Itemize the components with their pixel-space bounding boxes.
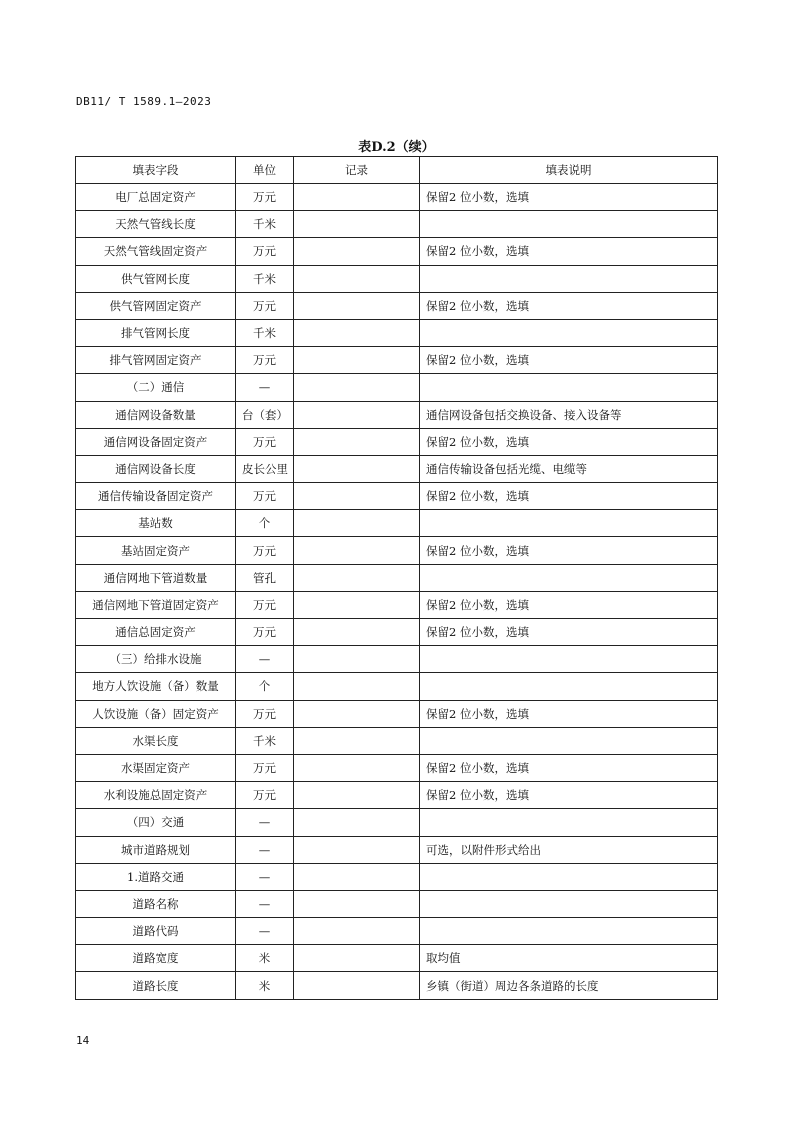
table-row	[76, 945, 718, 972]
table-body	[76, 184, 718, 1000]
table-row	[76, 673, 718, 700]
field-cell: 城市道路规划	[76, 836, 236, 863]
column-header-field: 填表字段	[76, 157, 236, 184]
record-cell	[294, 292, 420, 319]
field-cell: 道路长度	[76, 972, 236, 999]
note-cell: 保留2 位小数，选填	[420, 292, 718, 319]
note-cell	[420, 863, 718, 890]
unit-cell: 万元	[236, 184, 294, 211]
table-row	[76, 455, 718, 482]
table-row	[76, 809, 718, 836]
table-row	[76, 184, 718, 211]
field-cell: （二）通信	[76, 374, 236, 401]
note-cell	[420, 564, 718, 591]
record-cell	[294, 646, 420, 673]
record-cell	[294, 673, 420, 700]
table-row	[76, 646, 718, 673]
field-cell: 通信总固定资产	[76, 619, 236, 646]
unit-cell: —	[236, 863, 294, 890]
unit-cell: —	[236, 374, 294, 401]
record-cell	[294, 564, 420, 591]
table-row	[76, 564, 718, 591]
record-cell	[294, 510, 420, 537]
data-field-table	[75, 156, 718, 1000]
field-cell: 水利设施总固定资产	[76, 782, 236, 809]
field-cell: 道路名称	[76, 890, 236, 917]
note-cell: 通信网设备包括交换设备、接入设备等	[420, 401, 718, 428]
note-cell: 保留2 位小数，选填	[420, 754, 718, 781]
field-cell: 1.道路交通	[76, 863, 236, 890]
note-cell: 保留2 位小数，选填	[420, 184, 718, 211]
note-cell	[420, 727, 718, 754]
unit-cell: 皮长公里	[236, 455, 294, 482]
record-cell	[294, 754, 420, 781]
record-cell	[294, 211, 420, 238]
table-row	[76, 292, 718, 319]
table-row	[76, 347, 718, 374]
field-cell: 供气管网长度	[76, 265, 236, 292]
unit-cell: 千米	[236, 211, 294, 238]
record-cell	[294, 836, 420, 863]
unit-cell: 万元	[236, 347, 294, 374]
record-cell	[294, 945, 420, 972]
field-cell: 通信网地下管道固定资产	[76, 591, 236, 618]
table-row	[76, 537, 718, 564]
unit-cell: 万元	[236, 428, 294, 455]
note-cell: 保留2 位小数，选填	[420, 782, 718, 809]
unit-cell: 万元	[236, 238, 294, 265]
unit-cell: —	[236, 918, 294, 945]
note-cell: 保留2 位小数，选填	[420, 483, 718, 510]
note-cell	[420, 673, 718, 700]
note-cell	[420, 265, 718, 292]
record-cell	[294, 347, 420, 374]
field-cell: 道路代码	[76, 918, 236, 945]
record-cell	[294, 537, 420, 564]
note-cell: 取均值	[420, 945, 718, 972]
table-row	[76, 591, 718, 618]
record-cell	[294, 591, 420, 618]
field-cell: 通信传输设备固定资产	[76, 483, 236, 510]
record-cell	[294, 809, 420, 836]
column-header-record: 记录	[294, 157, 420, 184]
table-row	[76, 863, 718, 890]
note-cell: 保留2 位小数，选填	[420, 591, 718, 618]
note-cell: 保留2 位小数，选填	[420, 238, 718, 265]
table-row	[76, 972, 718, 999]
field-cell: 通信网设备长度	[76, 455, 236, 482]
note-cell: 乡镇（街道）周边各条道路的长度	[420, 972, 718, 999]
record-cell	[294, 184, 420, 211]
table-row	[76, 238, 718, 265]
note-cell	[420, 510, 718, 537]
note-cell	[420, 211, 718, 238]
note-cell: 保留2 位小数，选填	[420, 347, 718, 374]
column-header-unit: 单位	[236, 157, 294, 184]
note-cell	[420, 809, 718, 836]
unit-cell: —	[236, 836, 294, 863]
record-cell	[294, 428, 420, 455]
note-cell: 可选，以附件形式给出	[420, 836, 718, 863]
unit-cell: 米	[236, 972, 294, 999]
field-cell: 供气管网固定资产	[76, 292, 236, 319]
table-row	[76, 401, 718, 428]
record-cell	[294, 374, 420, 401]
note-cell	[420, 918, 718, 945]
record-cell	[294, 319, 420, 346]
table-row	[76, 700, 718, 727]
table-row	[76, 265, 718, 292]
unit-cell: 万元	[236, 782, 294, 809]
note-cell: 保留2 位小数，选填	[420, 700, 718, 727]
field-cell: 天然气管线长度	[76, 211, 236, 238]
unit-cell: 万元	[236, 591, 294, 618]
unit-cell: 米	[236, 945, 294, 972]
unit-cell: 万元	[236, 537, 294, 564]
table-row	[76, 918, 718, 945]
table-header-row	[76, 157, 718, 184]
field-cell: 道路宽度	[76, 945, 236, 972]
table-row	[76, 890, 718, 917]
record-cell	[294, 972, 420, 999]
table-row	[76, 836, 718, 863]
unit-cell: —	[236, 809, 294, 836]
note-cell	[420, 374, 718, 401]
field-cell: 通信网地下管道数量	[76, 564, 236, 591]
field-cell: 水渠固定资产	[76, 754, 236, 781]
record-cell	[294, 918, 420, 945]
field-cell: 水渠长度	[76, 727, 236, 754]
field-cell: 通信网设备固定资产	[76, 428, 236, 455]
table-row	[76, 374, 718, 401]
unit-cell: 个	[236, 510, 294, 537]
record-cell	[294, 890, 420, 917]
field-cell: （四）交通	[76, 809, 236, 836]
table-row	[76, 619, 718, 646]
unit-cell: 千米	[236, 727, 294, 754]
unit-cell: —	[236, 646, 294, 673]
field-cell: 地方人饮设施（备）数量	[76, 673, 236, 700]
field-cell: 电厂总固定资产	[76, 184, 236, 211]
note-cell: 保留2 位小数，选填	[420, 619, 718, 646]
table-row	[76, 510, 718, 537]
record-cell	[294, 401, 420, 428]
note-cell	[420, 319, 718, 346]
column-header-note: 填表说明	[420, 157, 718, 184]
unit-cell: —	[236, 890, 294, 917]
note-cell: 通信传输设备包括光缆、电缆等	[420, 455, 718, 482]
field-cell: 通信网设备数量	[76, 401, 236, 428]
unit-cell: 千米	[236, 319, 294, 346]
record-cell	[294, 455, 420, 482]
unit-cell: 万元	[236, 483, 294, 510]
note-cell	[420, 890, 718, 917]
unit-cell: 万元	[236, 292, 294, 319]
table-row	[76, 483, 718, 510]
field-cell: 人饮设施（备）固定资产	[76, 700, 236, 727]
unit-cell: 千米	[236, 265, 294, 292]
note-cell: 保留2 位小数，选填	[420, 428, 718, 455]
table-row	[76, 428, 718, 455]
unit-cell: 管孔	[236, 564, 294, 591]
standard-code: DB11/ T 1589.1—2023	[76, 95, 212, 108]
field-cell: 基站数	[76, 510, 236, 537]
record-cell	[294, 483, 420, 510]
record-cell	[294, 238, 420, 265]
table-row	[76, 727, 718, 754]
table-row	[76, 782, 718, 809]
table-caption: 表D.2（续）	[358, 140, 435, 155]
field-cell: 天然气管线固定资产	[76, 238, 236, 265]
record-cell	[294, 782, 420, 809]
note-cell: 保留2 位小数，选填	[420, 537, 718, 564]
table-row	[76, 754, 718, 781]
field-cell: 基站固定资产	[76, 537, 236, 564]
record-cell	[294, 700, 420, 727]
table-row	[76, 319, 718, 346]
page-number: 14	[76, 1034, 90, 1047]
note-cell	[420, 646, 718, 673]
table-row	[76, 211, 718, 238]
record-cell	[294, 619, 420, 646]
field-cell: 排气管网固定资产	[76, 347, 236, 374]
record-cell	[294, 863, 420, 890]
field-cell: 排气管网长度	[76, 319, 236, 346]
field-cell: （三）给排水设施	[76, 646, 236, 673]
unit-cell: 万元	[236, 700, 294, 727]
record-cell	[294, 265, 420, 292]
unit-cell: 万元	[236, 619, 294, 646]
record-cell	[294, 727, 420, 754]
unit-cell: 台（套）	[236, 401, 294, 428]
unit-cell: 个	[236, 673, 294, 700]
unit-cell: 万元	[236, 754, 294, 781]
